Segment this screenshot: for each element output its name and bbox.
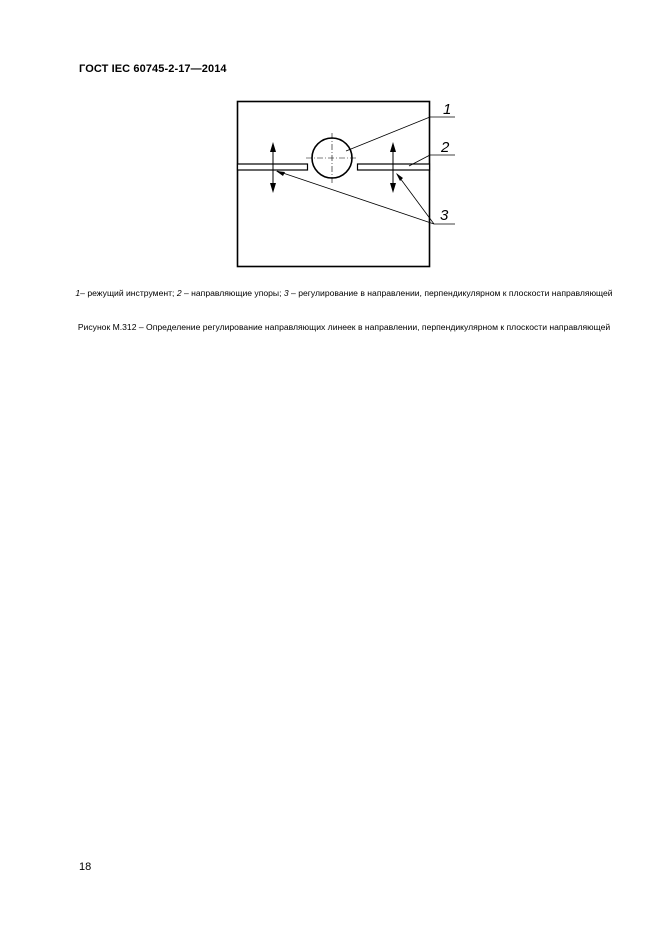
legend-num-1: 1 xyxy=(75,288,81,298)
figure-legend xyxy=(70,287,618,299)
legend-text-3: – регулирование в направлении, перпендикулярном к плоскости направляющей xyxy=(291,288,613,298)
callout-2: 2 xyxy=(441,139,450,156)
legend-num-2: 2 xyxy=(176,288,182,298)
legend-num-3: 3 xyxy=(283,288,289,298)
legend-text-2: – направляющие упоры; xyxy=(183,288,282,298)
leader-3a xyxy=(277,171,434,224)
page-number: 18 xyxy=(79,861,92,873)
legend-text-1: – режущий инструмент; xyxy=(80,288,175,298)
callout-3: 3 xyxy=(440,207,449,224)
document-header: ГОСТ IEC 60745-2-17—2014 xyxy=(79,63,227,75)
figure-title: Рисунок М.312 – Определение регулирование направляющих линеек в направлении, перпендикулярном к плоскости направляющей xyxy=(77,322,611,332)
leader-1 xyxy=(346,117,430,151)
base-plate xyxy=(238,102,430,267)
leader-3b xyxy=(397,174,434,224)
callout-1: 1 xyxy=(443,101,452,118)
